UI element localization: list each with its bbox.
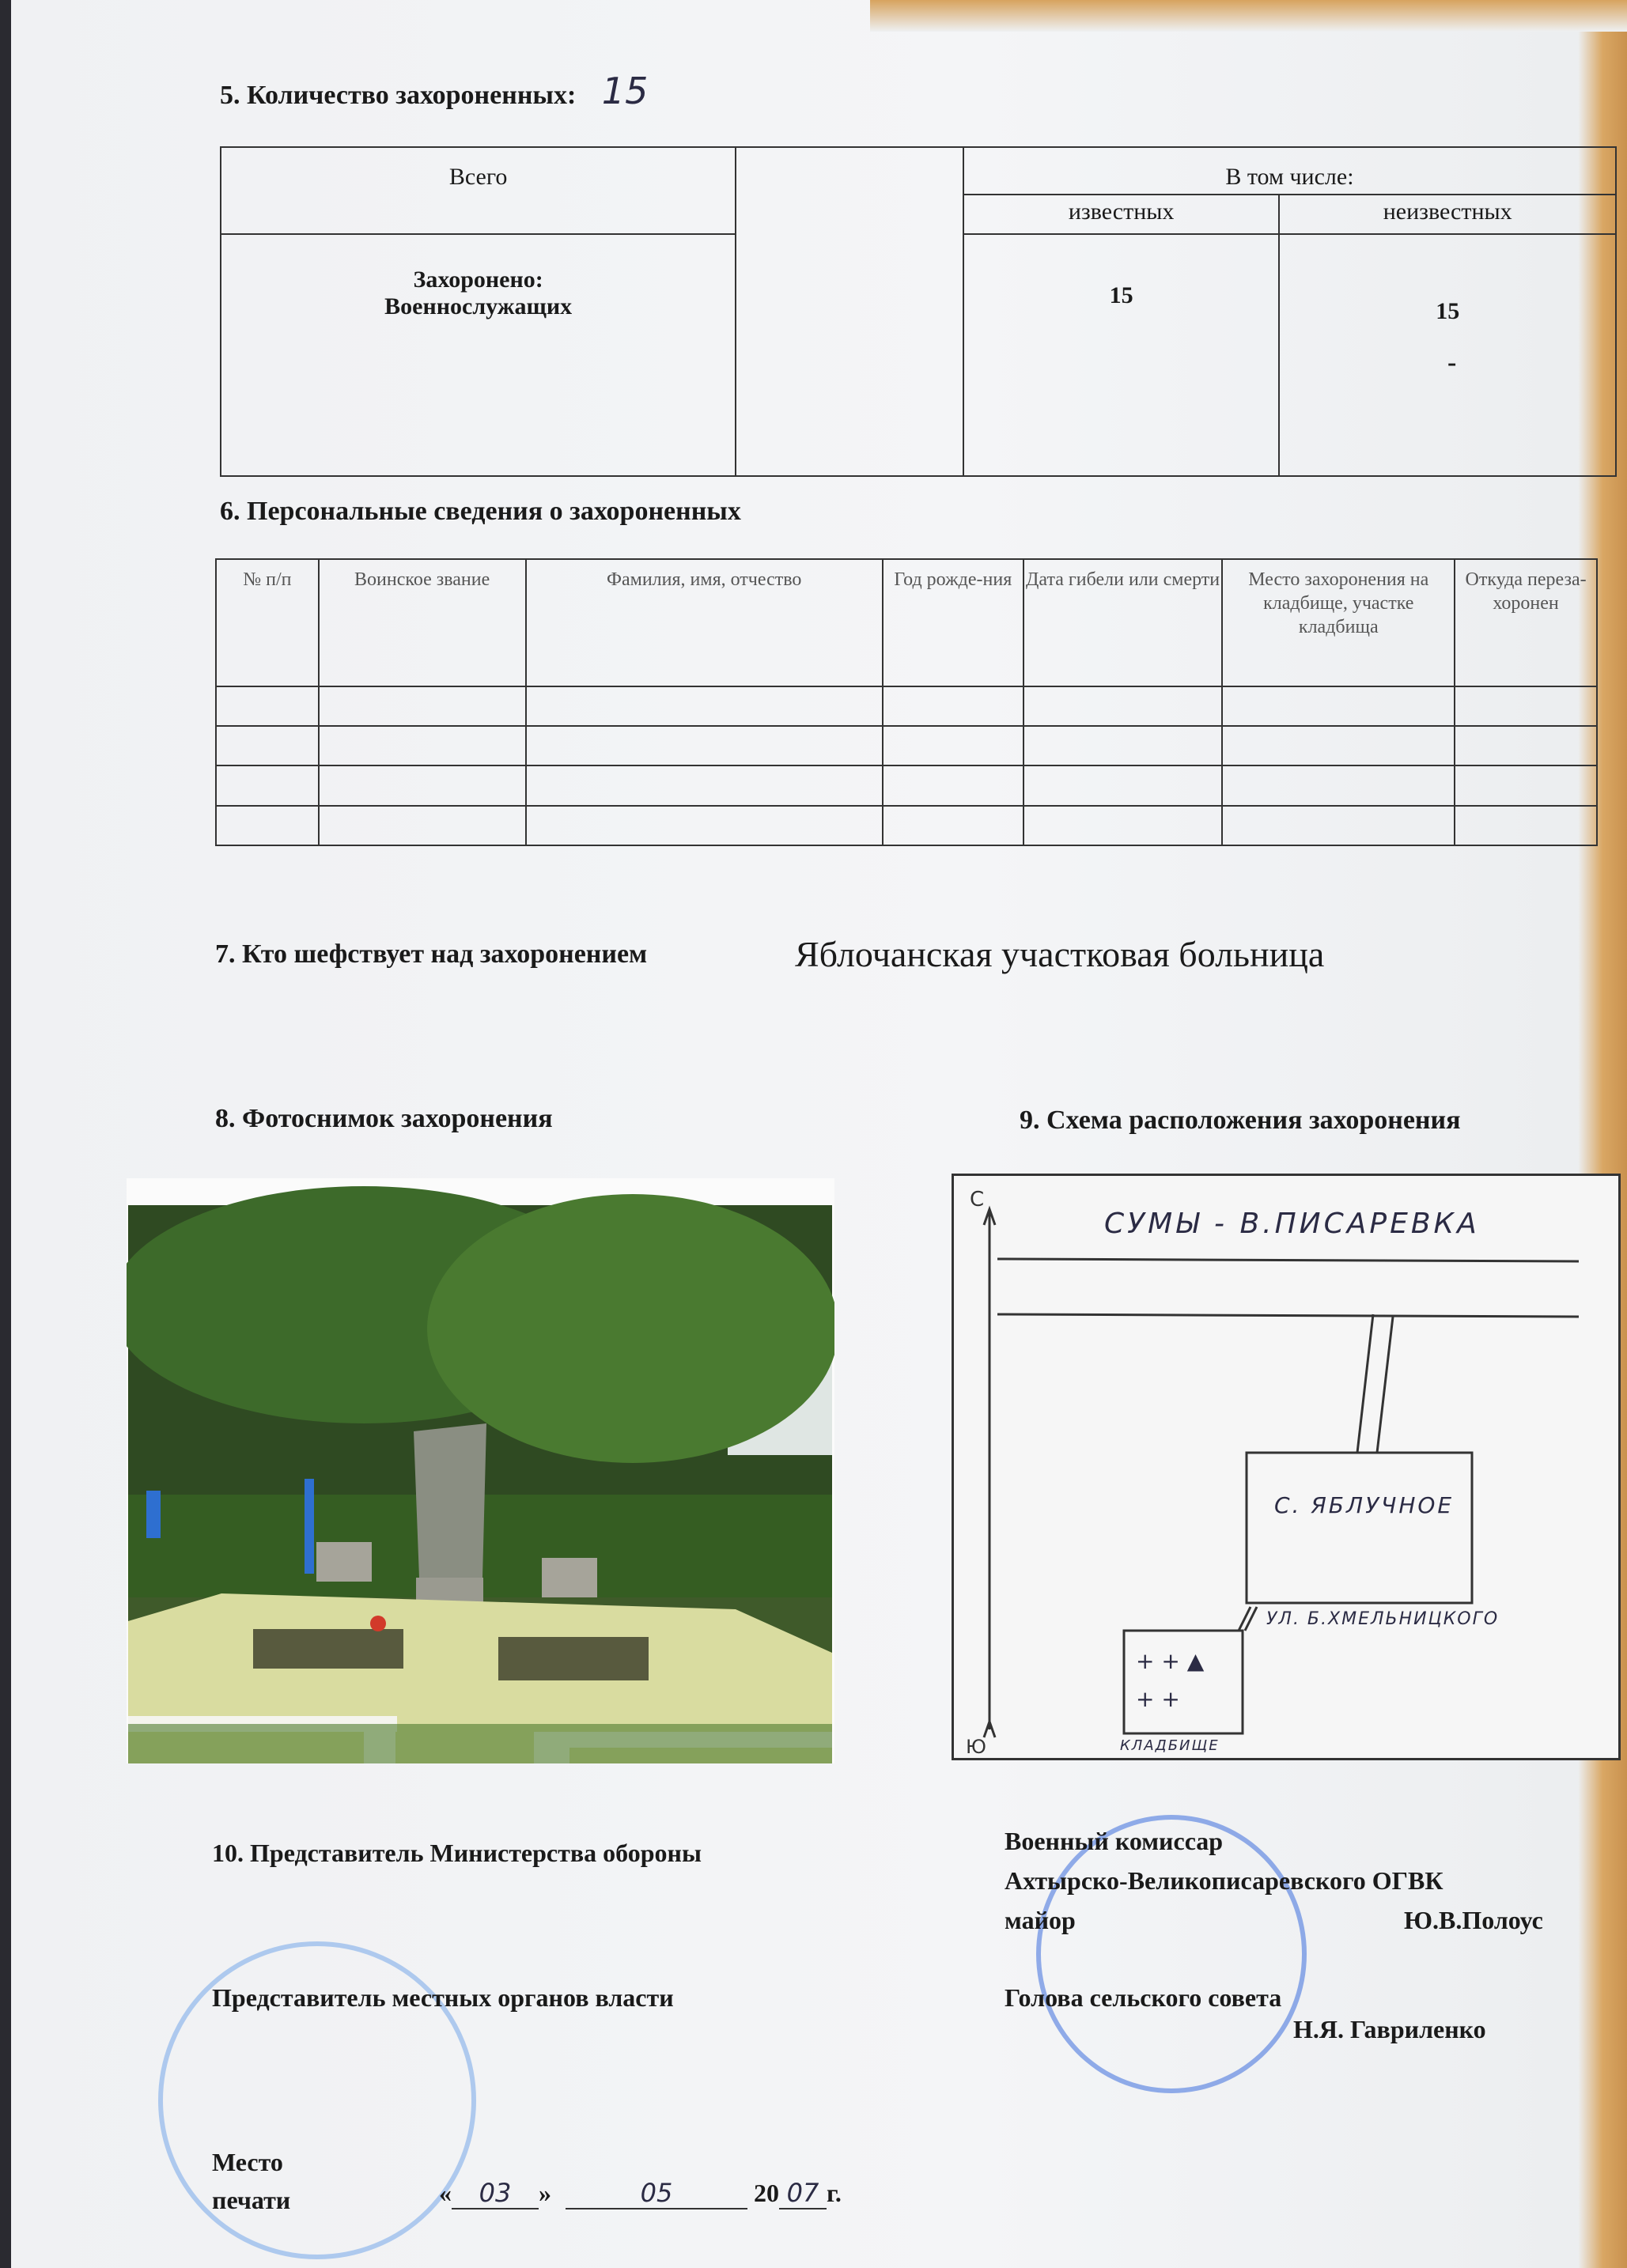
cell <box>883 686 1023 726</box>
cell <box>1222 726 1455 765</box>
mo-unit: Ахтырско-Великописаревского ОГВК <box>1005 1866 1443 1895</box>
cell <box>1023 686 1223 726</box>
cell <box>1455 806 1597 845</box>
mo-rank: майор <box>1005 1906 1076 1934</box>
cell <box>526 806 883 845</box>
col-fullname: Фамилия, имя, отчество <box>526 559 883 686</box>
header-blank <box>736 147 963 476</box>
personal-data-table <box>215 558 1598 846</box>
cell <box>216 765 319 805</box>
table-row <box>216 806 1597 845</box>
section10-title: 10. Представитель Министерства обороны <box>212 1839 702 1867</box>
burial-count-table <box>220 146 1617 477</box>
section6-title: 6. Персональные сведения о захороненных <box>220 497 741 526</box>
cell <box>1222 806 1455 845</box>
section8-title: 8. Фотоснимок захоронения <box>215 1104 553 1133</box>
burial-photo <box>127 1178 834 1763</box>
col-death-date: Дата гибели или смерти <box>1023 559 1223 686</box>
village-label: С. ЯБЛУЧНОЕ <box>1274 1492 1455 1518</box>
header-unknown: неизвестных <box>1279 195 1616 234</box>
south-label: Ю <box>966 1736 986 1758</box>
background-edge <box>870 0 1627 32</box>
col-birth-year: Год рожде-ния <box>883 559 1023 686</box>
cell <box>216 686 319 726</box>
patron-value: Яблочанская участковая больница <box>795 934 1325 974</box>
cell <box>1023 765 1223 805</box>
cell <box>216 806 319 845</box>
cell <box>526 686 883 726</box>
unknown-value: - <box>1447 348 1457 377</box>
cell <box>216 726 319 765</box>
cell <box>883 806 1023 845</box>
street-label: УЛ. Б.ХМЕЛЬНИЦКОГО <box>1266 1609 1500 1629</box>
cell <box>526 726 883 765</box>
col-number: № п/п <box>216 559 319 686</box>
cell <box>319 806 526 845</box>
location-scheme <box>952 1174 1621 1760</box>
table-row <box>216 726 1597 765</box>
header-including: В том числе: <box>963 147 1616 195</box>
col-reburied-from: Откуда переза-хоронен <box>1455 559 1597 686</box>
date-month: 05 <box>566 2178 747 2209</box>
section5-title <box>220 70 648 112</box>
burial-count-handwritten: 15 <box>601 70 649 112</box>
cell <box>1455 726 1597 765</box>
cell <box>1222 686 1455 726</box>
row-label-line1: Захоронено: <box>413 266 543 293</box>
mo-name: Ю.В.Полоус <box>1404 1906 1543 1934</box>
cell <box>1455 686 1597 726</box>
total-value: 15 <box>963 234 1280 476</box>
cell <box>1023 726 1223 765</box>
date-close-quote: » <box>539 2179 551 2207</box>
date-suffix: г. <box>827 2179 842 2207</box>
seal-place-line1: Место <box>212 2148 283 2176</box>
cell <box>319 686 526 726</box>
cell <box>1222 765 1455 805</box>
road-label: СУМЫ - В.ПИСАРЕВКА <box>1104 1208 1480 1240</box>
scheme-drawing <box>954 1176 1618 1758</box>
seal-place-line2: печати <box>212 2186 291 2214</box>
section7-title: 7. Кто шефствует над захоронением <box>215 939 648 969</box>
header-known: известных <box>963 195 1280 234</box>
cemetery-label: КЛАДБИЩЕ <box>1120 1737 1220 1754</box>
date-open-quote: « <box>439 2179 452 2207</box>
col-burial-place: Место захоронения на кладбище, участке кладбища <box>1222 559 1455 686</box>
section9-title: 9. Схема расположения захоронения <box>1020 1106 1461 1135</box>
cell <box>319 765 526 805</box>
section5-title-text: 5. Количество захороненных: <box>220 81 577 110</box>
date-day: 03 <box>452 2178 539 2209</box>
local-authority-title: Представитель местных органов власти <box>212 1983 674 2012</box>
cell <box>1023 806 1223 845</box>
row-label-line2: Военнослужащих <box>384 293 573 319</box>
date-century: 20 <box>754 2179 779 2207</box>
table-row <box>216 686 1597 726</box>
cell <box>1455 765 1597 805</box>
date-field <box>439 2178 842 2209</box>
col-rank: Воинское звание <box>319 559 526 686</box>
header-total: Всего <box>221 147 736 234</box>
cell <box>883 726 1023 765</box>
table-row <box>216 765 1597 805</box>
cell <box>883 765 1023 805</box>
mo-position: Военный комиссар <box>1005 1827 1224 1855</box>
memorial-photo-image <box>127 1178 834 1763</box>
local-role: Голова сельского совета <box>1005 1983 1282 2012</box>
graves-marks: + + ▲ + + <box>1136 1648 1205 1712</box>
row-label <box>221 234 736 476</box>
north-label: С <box>970 1188 985 1211</box>
known-value: 15 <box>1279 234 1616 476</box>
local-name: Н.Я. Гавриленко <box>1293 2015 1486 2043</box>
cell <box>319 726 526 765</box>
date-year: 07 <box>779 2178 827 2209</box>
military-stamp <box>1036 1815 1307 2093</box>
cell <box>526 765 883 805</box>
